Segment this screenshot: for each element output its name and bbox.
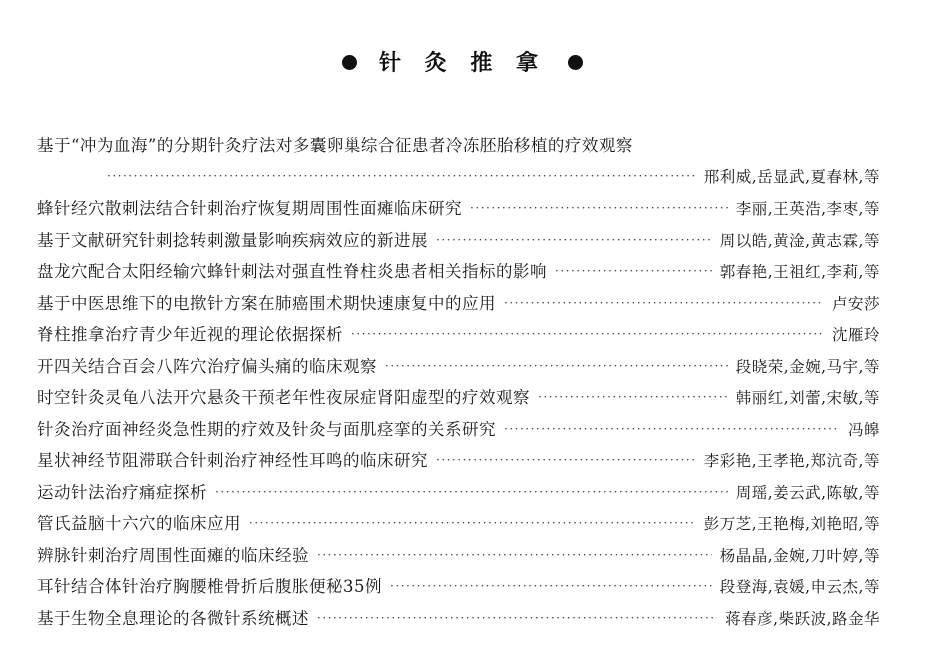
entry-title: 耳针结合体针治疗胸腰椎骨折后腹胀便秘35例 (37, 577, 382, 596)
entry-title: 管氏益脑十六穴的临床应用 (37, 514, 241, 533)
entry-authors: 周瑶,姜云武,陈敏,等 (735, 483, 880, 502)
toc-entry[interactable] (37, 351, 880, 383)
dot-leader (555, 256, 712, 288)
dot-leader (436, 445, 696, 477)
toc-entry[interactable] (37, 130, 880, 193)
bullet-left-icon (342, 55, 357, 70)
toc-entry[interactable] (37, 540, 880, 572)
section-header (0, 46, 925, 77)
toc-entry[interactable] (37, 603, 880, 635)
dot-leader (385, 351, 728, 383)
dot-leader (504, 414, 840, 446)
entry-title: 脊柱推拿治疗青少年近视的理论依据探析 (37, 325, 343, 344)
entry-title: 基于文献研究针刺捻转刺激量影响疾病效应的新进展 (37, 230, 428, 250)
toc-entry[interactable] (37, 288, 880, 320)
entry-title: 基于生物全息理论的各微针系统概述 (37, 608, 309, 628)
entry-title: 辨脉针刺治疗周围性面瘫的临床经验 (37, 545, 309, 565)
entry-title: 运动针法治疗痛症探析 (37, 482, 207, 502)
dot-leader (504, 288, 824, 320)
entry-authors: 杨晶晶,金婉,刀叶婷,等 (719, 546, 880, 565)
dot-leader (390, 571, 712, 603)
entry-title: 基于“冲为血海”的分期针灸疗法对多囊卵巢综合征患者冷冻胚胎移植的疗效观察 (37, 136, 633, 155)
dot-leader (436, 225, 712, 257)
dot-leader (215, 477, 728, 509)
entry-title: 基于中医思维下的电揿针方案在肺癌围术期快速康复中的应用 (37, 293, 496, 313)
dot-leader (107, 161, 696, 193)
entry-authors: 段晓荣,金婉,马宇,等 (735, 357, 880, 376)
entry-title: 蜂针经穴散刺法结合针刺治疗恢复期周围性面瘫临床研究 (37, 199, 462, 218)
dot-leader (317, 540, 712, 572)
entry-authors: 李彩艳,王孝艳,郑沆奇,等 (703, 452, 880, 470)
entry-title: 开四关结合百会八阵穴治疗偏头痛的临床观察 (37, 356, 377, 376)
toc-entry[interactable] (37, 571, 880, 603)
entry-title: 针灸治疗面神经炎急性期的疗效及针灸与面肌痉挛的关系研究 (37, 419, 496, 439)
entry-title: 盘龙穴配合太阳经输穴蜂针刺法对强直性脊柱炎患者相关指标的影响 (37, 262, 547, 281)
toc-entry[interactable] (37, 193, 880, 225)
entry-authors: 彭万芝,王艳梅,刘艳昭,等 (703, 515, 880, 533)
dot-leader (317, 603, 717, 635)
table-of-contents (37, 130, 880, 634)
dot-leader (249, 508, 696, 540)
entry-authors: 邢利威,岳显武,夏春林,等 (703, 167, 880, 186)
dot-leader (351, 319, 824, 351)
entry-authors: 卢安莎 (831, 294, 880, 313)
entry-authors: 周以皓,黄淦,黄志霖,等 (719, 231, 880, 250)
section-title: 针 灸 推 拿 (379, 51, 546, 76)
entry-title: 时空针灸灵龟八法开穴悬灸干预老年性夜尿症肾阳虚型的疗效观察 (37, 388, 530, 407)
entry-title: 星状神经节阻滞联合针刺治疗神经性耳鸣的临床研究 (37, 451, 428, 470)
entry-authors: 郭春艳,王祖红,李莉,等 (719, 263, 880, 281)
dot-leader (470, 193, 728, 225)
entry-authors: 李丽,王英浩,李枣,等 (735, 200, 880, 218)
entry-authors: 沈雁玲 (831, 326, 880, 344)
toc-entry[interactable] (37, 477, 880, 509)
dot-leader (538, 382, 728, 414)
entry-authors: 段登海,袁媛,申云杰,等 (719, 578, 880, 596)
entry-authors: 冯皞 (847, 420, 880, 439)
toc-entry[interactable] (37, 382, 880, 414)
toc-entry[interactable] (37, 445, 880, 477)
toc-entry[interactable] (37, 414, 880, 446)
toc-entry[interactable] (37, 508, 880, 540)
toc-entry[interactable] (37, 319, 880, 351)
entry-authors: 蒋春彦,柴跃波,路金华 (725, 609, 880, 628)
entry-authors: 韩丽红,刘蕾,宋敏,等 (735, 389, 880, 407)
bullet-right-icon (568, 55, 583, 70)
toc-entry[interactable] (37, 256, 880, 288)
toc-entry[interactable] (37, 225, 880, 257)
